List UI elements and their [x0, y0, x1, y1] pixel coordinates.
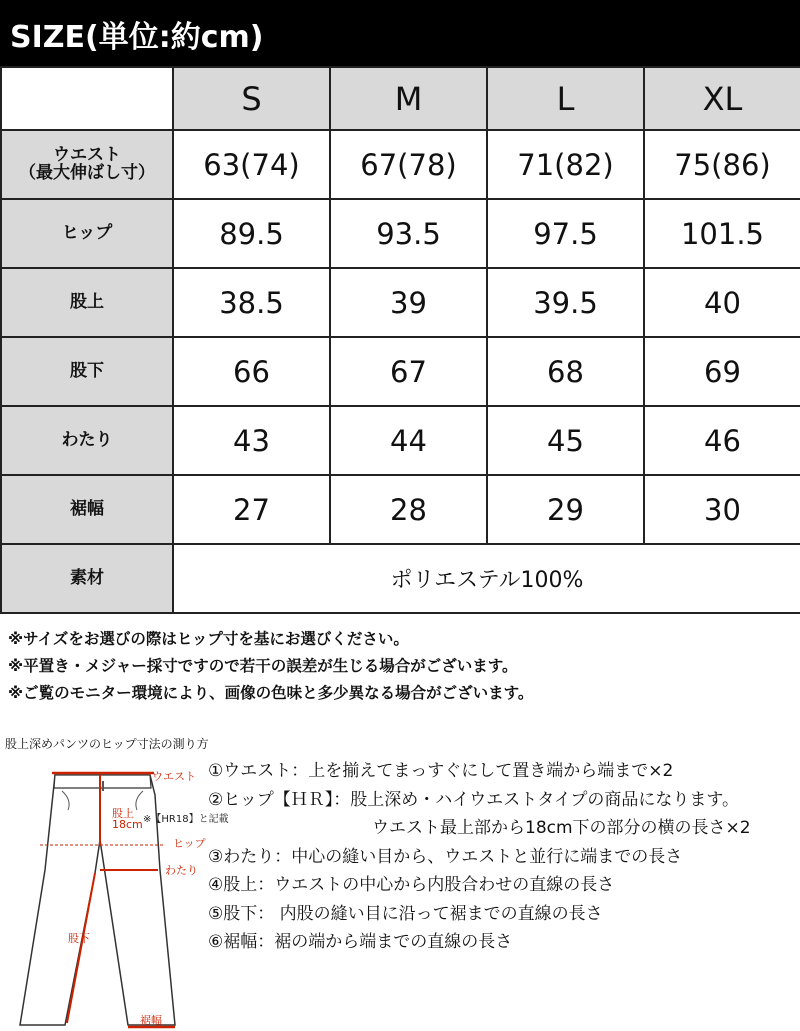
row-label-hem: 裾幅	[1, 475, 173, 544]
table-cell: 69	[644, 337, 800, 406]
page-title: SIZE(単位:約cm)	[10, 20, 264, 55]
table-cell: 101.5	[644, 199, 800, 268]
size-xl-header: XL	[644, 67, 800, 130]
row-label-thigh: わたり	[1, 406, 173, 475]
table-cell: 71(82)	[487, 130, 644, 199]
notes	[8, 626, 533, 707]
table-cell: 38.5	[173, 268, 330, 337]
material-value: ポリエステル100%	[173, 544, 800, 613]
table-cell: 29	[487, 475, 644, 544]
label-hem: 裾幅	[140, 1014, 162, 1027]
table-cell: 67	[330, 337, 487, 406]
label-thigh: わたり	[165, 864, 198, 877]
table-row	[1, 406, 800, 475]
measurement-rise: ④股上：ウエストの中心から内股合わせの直線の長さ	[208, 875, 615, 895]
table-cell: 63(74)	[173, 130, 330, 199]
title-bar	[0, 0, 800, 66]
table-row	[1, 475, 800, 544]
label-waist: ウエスト	[152, 770, 196, 783]
note-line: ※平置き・メジャー採寸ですので若干の誤差が生じる場合がございます。	[8, 657, 518, 675]
row-label-waist-main: ウエスト	[53, 144, 121, 165]
table-row	[1, 199, 800, 268]
measurement-thigh: ③わたり：中心の縫い目から、ウエストと並行に端までの長さ	[208, 846, 683, 867]
table-cell: 40	[644, 268, 800, 337]
table-cell: 67(78)	[330, 130, 487, 199]
diagram-title: 股上深めパンツのヒップ寸法の測り方	[5, 737, 209, 751]
table-cell: 39	[330, 268, 487, 337]
corner-cell	[1, 67, 173, 130]
table-cell: 27	[173, 475, 330, 544]
label-hip: ヒップ	[173, 837, 206, 850]
table-cell: 28	[330, 475, 487, 544]
table-cell: 45	[487, 406, 644, 475]
pants-diagram	[0, 755, 205, 1031]
note-line: ※サイズをお選びの際はヒップ寸を基にお選びください。	[8, 630, 409, 648]
size-header-row	[1, 67, 800, 130]
row-label-waist	[1, 130, 173, 199]
size-l-header: L	[487, 67, 644, 130]
measurement-instructions	[208, 757, 751, 957]
row-label-material: 素材	[1, 544, 173, 613]
table-cell: 75(86)	[644, 130, 800, 199]
size-s-header: S	[173, 67, 330, 130]
table-row	[1, 268, 800, 337]
table-cell: 46	[644, 406, 800, 475]
measurement-hip-detail: ウエスト最上部から18cm下の部分の横の長さ×2	[372, 818, 751, 838]
table-cell: 30	[644, 475, 800, 544]
measurement-waist: ①ウエスト：上を揃えてまっすぐにして置き端から端まで×2	[208, 761, 674, 781]
row-label-inseam: 股下	[1, 337, 173, 406]
table-cell: 97.5	[487, 199, 644, 268]
table-cell: 39.5	[487, 268, 644, 337]
note-line: ※ご覧のモニター環境により、画像の色味と多少異なる場合がございます。	[8, 684, 534, 702]
size-table	[0, 66, 800, 614]
table-cell: 44	[330, 406, 487, 475]
table-cell: 68	[487, 337, 644, 406]
measurement-hip: ②ヒップ【ＨＲ】：股上深め・ハイウエストタイプの商品になります。	[208, 789, 740, 810]
table-row	[1, 130, 800, 199]
row-label-waist-sub: （最大伸ばし寸）	[19, 162, 155, 183]
measurement-inseam: ⑤股下： 内股の縫い目に沿って裾までの直線の長さ	[208, 903, 603, 924]
material-row	[1, 544, 800, 613]
table-cell: 66	[173, 337, 330, 406]
label-rise-length: 18cm	[112, 818, 143, 831]
label-inseam: 股下	[68, 932, 90, 945]
size-m-header: M	[330, 67, 487, 130]
table-cell: 43	[173, 406, 330, 475]
row-label-rise: 股上	[1, 268, 173, 337]
table-row	[1, 337, 800, 406]
measurement-hem: ⑥裾幅：裾の端から端までの直線の長さ	[208, 932, 513, 952]
label-rise: 股上	[112, 807, 134, 820]
row-label-hip: ヒップ	[1, 199, 173, 268]
label-hr-note: ※【HR18】と記載	[143, 814, 229, 825]
table-cell: 89.5	[173, 199, 330, 268]
table-cell: 93.5	[330, 199, 487, 268]
